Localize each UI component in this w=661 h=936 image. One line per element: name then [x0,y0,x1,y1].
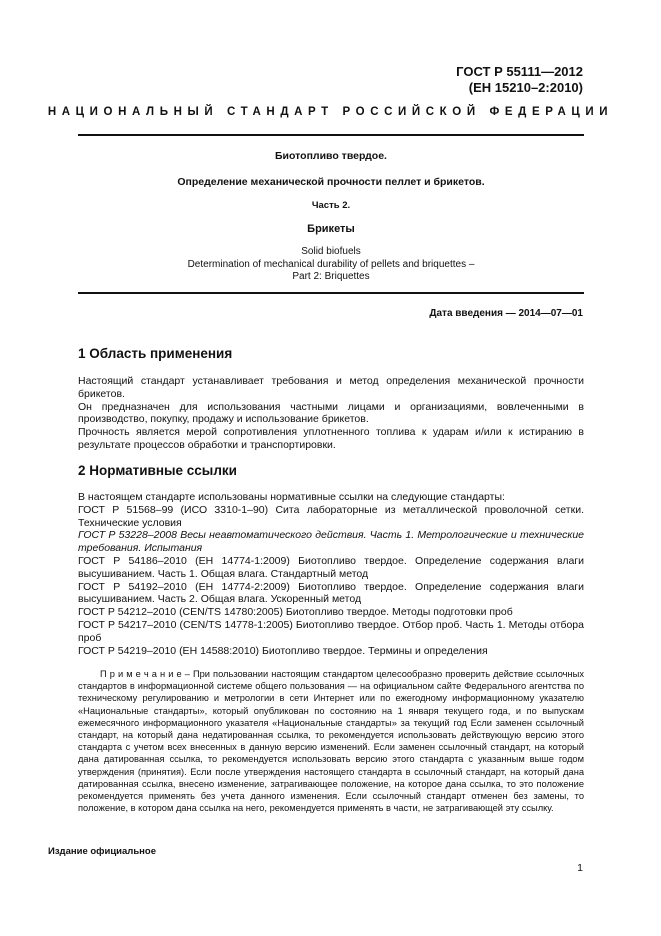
note-paragraph [78,668,584,814]
en-number: (ЕН 15210–2:2010) [468,80,583,95]
english-title [78,246,584,284]
reference-item: ГОСТ Р 54186–2010 (ЕН 14774-1:2009) Биотопливо твердое. Определение содержания влаги высушиванием. Часть 1. Общая влага. Стандартный метод [78,554,584,580]
introduction-date: Дата введения — 2014—07—01 [429,308,583,319]
reference-item: ГОСТ Р 54217–2010 (CEN/TS 14778-1:2005) Биотопливо твердое. Отбор проб. Часть 1. Методы отбора проб [78,618,584,644]
title-line2: Определение механической прочности пеллет и брикетов. [177,176,485,188]
gost-number: ГОСТ Р 55111—2012 [456,64,583,79]
title-line1: Биотопливо твердое. [275,150,387,162]
reference-item: ГОСТ Р 53228–2008 Весы неавтоматического действия. Часть 1. Метрологические и технические требования. Испытания [78,529,584,555]
note-text: – При пользовании настоящим стандартом целесообразно проверить действие ссылочных стандартов в информационной системе общего пользования — на официальном сайте Федерального агентства по техническому регулированию и метрологии в сети Интернет или по ежегодному информационному указателю «Национальные стандарты», который опубликован по состоянию на 1 января текущего года, и по выпускам ежемесячного информационного указателя «Национальные стандарты» за текущий год Если заменен ссылочный стандарт, на который дана недатированная ссылка, то рекомендуется использовать действующую версию этого стандарта с учетом всех внесенных в данную версию изменений. Если заменен ссылочный стандарт, на который дана датированная ссылка, то рекомендуется использовать версию этого стандарта с указанным выше годом утверждения (принятия). Если после утверждения настоящего стандарта в ссылочный стандарт, на который дана датированная ссылка, внесено изменение, затрагивающее положение, на которое дана ссылка, то это положение рекомендуется применять без учета данного изменения. Если ссылочный стандарт отменен без замены, то положение, в котором дана ссылка на него, рекомендуется применять в части, не затрагивающей эту ссылку. [78,669,584,814]
edition-label: Издание официальное [48,846,156,857]
english-title-line1: Solid biofuels [301,246,361,257]
title-subject: Брикеты [307,223,355,235]
note-block [78,668,584,814]
reference-item: ГОСТ Р 54219–2010 (ЕН 14588:2010) Биотопливо твердое. Термины и определения [78,644,488,657]
section1-paragraph: Прочность является мерой сопротивления уплотненного топлива к ударам и/или к истиранию в результате процессов обработки и транспортировки. [78,426,584,451]
page-number: 1 [577,862,583,874]
section2-body [78,491,584,657]
national-standard-heading: НАЦИОНАЛЬНЫЙ СТАНДАРТ РОССИЙСКОЙ ФЕДЕРАЦИИ [47,106,614,118]
note-label: П р и м е ч а н и е [100,669,182,679]
title-part: Часть 2. [311,200,351,211]
section1-body [78,375,584,452]
header-rule [78,134,584,136]
section2-intro: В настоящем стандарте использованы нормативные ссылки на следующие стандарты: [78,491,505,503]
section1-heading: 1 Область применения [78,346,233,361]
section2-heading: 2 Нормативные ссылки [78,463,237,478]
reference-item: ГОСТ Р 54192–2010 (ЕН 14774-2:2009) Биотопливо твердое. Определение содержания влаги высушиванием. Часть 2. Общая влага. Ускоренный метод [78,580,584,606]
english-title-line2: Determination of mechanical durability of pellets and briquettes – [187,258,475,270]
reference-item: ГОСТ Р 51568–99 (ИСО 3310-1–90) Сита лабораторные из металлической проволочной сетки. Технические условия [78,503,584,529]
section1-paragraph: Он предназначен для использования частными лицами и организациями, вовлеченными в производство, покупку, продажу и использование брикетов. [78,400,584,426]
title-rule [78,292,584,294]
gost-number-block [283,64,583,96]
section1-paragraph: Настоящий стандарт устанавливает требования и метод определения механической прочности брикетов. [78,375,584,400]
reference-item: ГОСТ Р 54212–2010 (CEN/TS 14780:2005) Биотопливо твердое. Методы подготовки проб [78,606,513,619]
english-title-line3: Part 2: Briquettes [292,271,370,282]
